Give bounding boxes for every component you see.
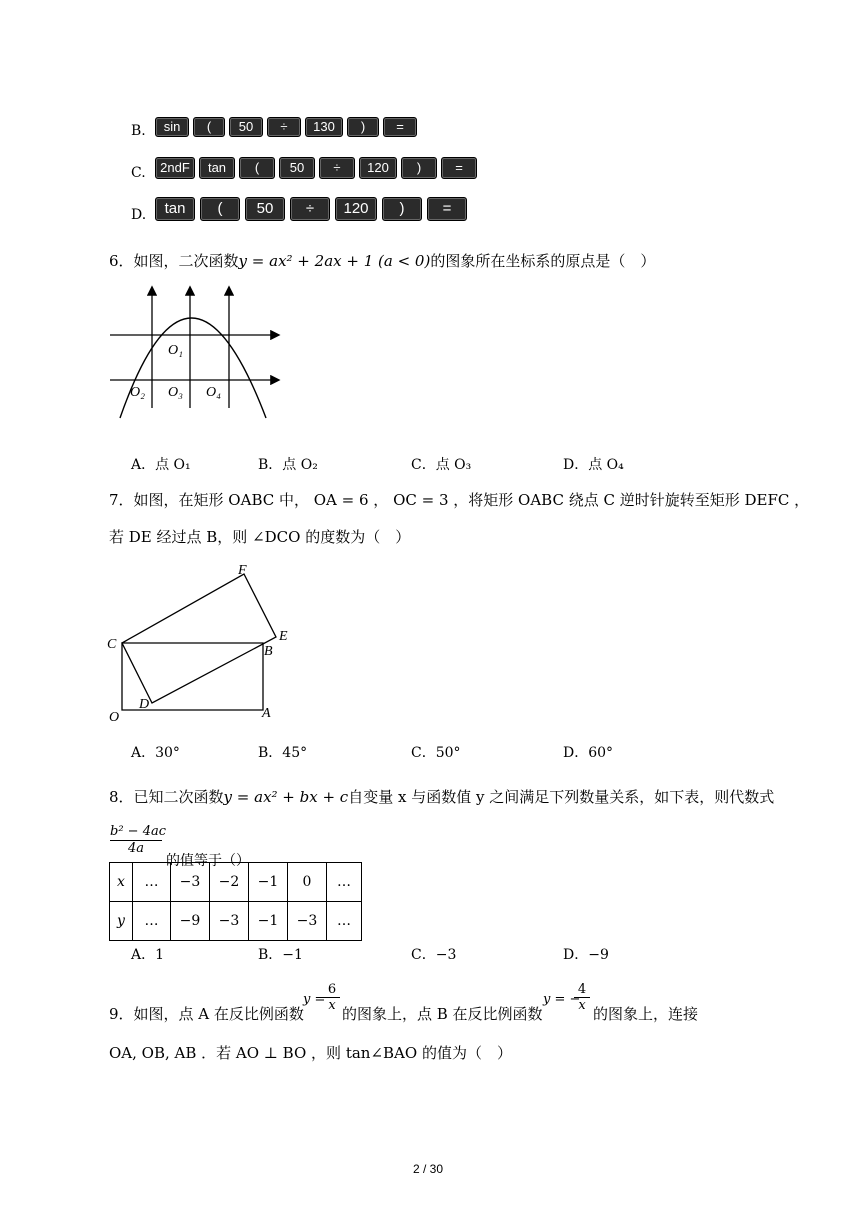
q9-part1: 9．如图，点 A 在反比例函数 bbox=[109, 1005, 304, 1023]
q5-option-c-label: C. bbox=[131, 165, 146, 181]
q5-option-b-label: B. bbox=[131, 123, 146, 139]
table-row bbox=[110, 902, 362, 941]
q6-stem-pre: 6．如图，二次函数 bbox=[109, 252, 239, 270]
table-cell: 0 bbox=[288, 863, 327, 902]
q6-stem bbox=[109, 250, 655, 271]
calc-key: ( bbox=[200, 197, 240, 221]
q7-figure bbox=[100, 560, 300, 730]
q6-option-d: D．点 O₄ bbox=[563, 457, 624, 473]
q9-frac1-numerator: 6 bbox=[324, 982, 340, 998]
table-cell: −9 bbox=[171, 902, 210, 941]
q6-figure bbox=[100, 280, 290, 430]
page-number: 2 / 30 bbox=[413, 1162, 444, 1176]
q6-formula: y = ax² + 2ax + 1 (a < 0) bbox=[238, 252, 431, 270]
calc-key: 2ndF bbox=[155, 157, 195, 179]
q9-line2: OA, OB, AB ．若 AO ⊥ BO ，则 tan∠BAO 的值为（ ） bbox=[109, 1044, 512, 1062]
calc-key: ( bbox=[193, 117, 225, 137]
q7-option-d: D．60° bbox=[563, 745, 614, 761]
calc-key: = bbox=[441, 157, 477, 179]
calc-key: tan bbox=[155, 197, 195, 221]
label-c: C bbox=[107, 637, 117, 652]
label-o1: O₁ bbox=[168, 343, 183, 358]
calc-key: = bbox=[383, 117, 417, 137]
q7-stem-line2: 若 DE 经过点 B，则 ∠DCO 的度数为（ ） bbox=[109, 528, 411, 546]
table-cell: … bbox=[133, 863, 171, 902]
table-cell: … bbox=[327, 863, 362, 902]
q8-option-c: C．−3 bbox=[411, 947, 457, 963]
calc-key: ( bbox=[239, 157, 275, 179]
q9-fraction-1 bbox=[324, 982, 340, 1013]
calc-key: ÷ bbox=[267, 117, 301, 137]
q7-option-b: B．45° bbox=[258, 745, 308, 761]
q6-option-c: C．点 O₃ bbox=[411, 457, 472, 473]
q8-fraction bbox=[110, 824, 166, 856]
table-cell: −1 bbox=[249, 902, 288, 941]
q8-stem-line1 bbox=[109, 786, 774, 807]
calc-key: 50 bbox=[279, 157, 315, 179]
calc-key: sin bbox=[155, 117, 189, 137]
calc-key: ÷ bbox=[319, 157, 355, 179]
calc-key: ÷ bbox=[290, 197, 330, 221]
q8-frac-post: 的值等于（） bbox=[166, 853, 250, 869]
q9-frac1-prefix: y = bbox=[303, 992, 326, 1007]
table-cell: … bbox=[327, 902, 362, 941]
q7-option-c: C．50° bbox=[411, 745, 461, 761]
calc-key: 50 bbox=[245, 197, 285, 221]
q5-option-c-keys bbox=[155, 157, 481, 179]
q8-stem-post: 自变量 x 与函数值 y 之间满足下列数量关系，如下表，则代数式 bbox=[348, 788, 775, 806]
q9-frac2-numerator: 4 bbox=[574, 982, 590, 998]
q5-option-d-keys bbox=[155, 197, 472, 221]
table-cell: −3 bbox=[171, 863, 210, 902]
q6-option-b: B．点 O₂ bbox=[258, 457, 318, 473]
label-o2: O₂ bbox=[130, 385, 145, 400]
table-cell: −2 bbox=[210, 863, 249, 902]
calc-key: ) bbox=[401, 157, 437, 179]
q8-table bbox=[109, 862, 362, 941]
label-a: A bbox=[262, 706, 271, 721]
q8-option-d: D．−9 bbox=[563, 947, 609, 963]
q9-part2: 的图象上，点 B 在反比例函数 bbox=[342, 1005, 543, 1023]
label-e: E bbox=[279, 629, 288, 644]
q8-frac-numerator: b² − 4ac bbox=[110, 824, 166, 839]
table-cell: −3 bbox=[210, 902, 249, 941]
label-o: O bbox=[109, 710, 120, 725]
table-cell: −3 bbox=[288, 902, 327, 941]
q6-option-a: A．点 O₁ bbox=[131, 457, 191, 473]
calc-key: 120 bbox=[359, 157, 397, 179]
calc-key: 120 bbox=[335, 197, 377, 221]
q7-stem-line1: 7．如图，在矩形 OABC 中， OA = 6 ， OC = 3 ，将矩形 OABC 绕点 C 逆时针旋转至矩形 DEFC ， bbox=[109, 491, 810, 509]
q8-stem-pre: 8．已知二次函数 bbox=[109, 788, 224, 806]
calc-key: ) bbox=[347, 117, 379, 137]
table-row bbox=[110, 863, 362, 902]
q9-frac1-denominator: x bbox=[328, 998, 336, 1013]
label-b: B bbox=[264, 644, 273, 659]
q9-frac2-denominator: x bbox=[578, 998, 586, 1013]
q5-option-d-label: D. bbox=[131, 207, 147, 223]
calc-key: ) bbox=[382, 197, 422, 221]
label-f: F bbox=[238, 563, 247, 578]
table-cell: −1 bbox=[249, 863, 288, 902]
q7-option-a: A．30° bbox=[131, 745, 180, 761]
q6-stem-post: 的图象所在坐标系的原点是（ ） bbox=[430, 252, 656, 270]
q8-option-b: B．−1 bbox=[258, 947, 303, 963]
q8-option-a: A．1 bbox=[131, 947, 165, 963]
q5-option-b-keys bbox=[155, 117, 421, 137]
table-cell: x bbox=[110, 863, 133, 902]
calc-key: = bbox=[427, 197, 467, 221]
q9-fraction-2 bbox=[574, 982, 590, 1013]
q9-frac2-prefix: y = − bbox=[543, 992, 581, 1007]
label-d: D bbox=[139, 697, 150, 712]
table-cell: … bbox=[133, 902, 171, 941]
calc-key: 50 bbox=[229, 117, 263, 137]
q8-frac-denominator: 4a bbox=[127, 841, 145, 856]
q9-part3: 的图象上，连接 bbox=[593, 1005, 699, 1023]
calc-key: 130 bbox=[305, 117, 343, 137]
table-cell: y bbox=[110, 902, 133, 941]
q8-formula: y = ax² + bx + c bbox=[223, 788, 349, 806]
calc-key: tan bbox=[199, 157, 235, 179]
label-o3: O₃ bbox=[168, 385, 183, 400]
label-o4: O₄ bbox=[206, 385, 221, 400]
